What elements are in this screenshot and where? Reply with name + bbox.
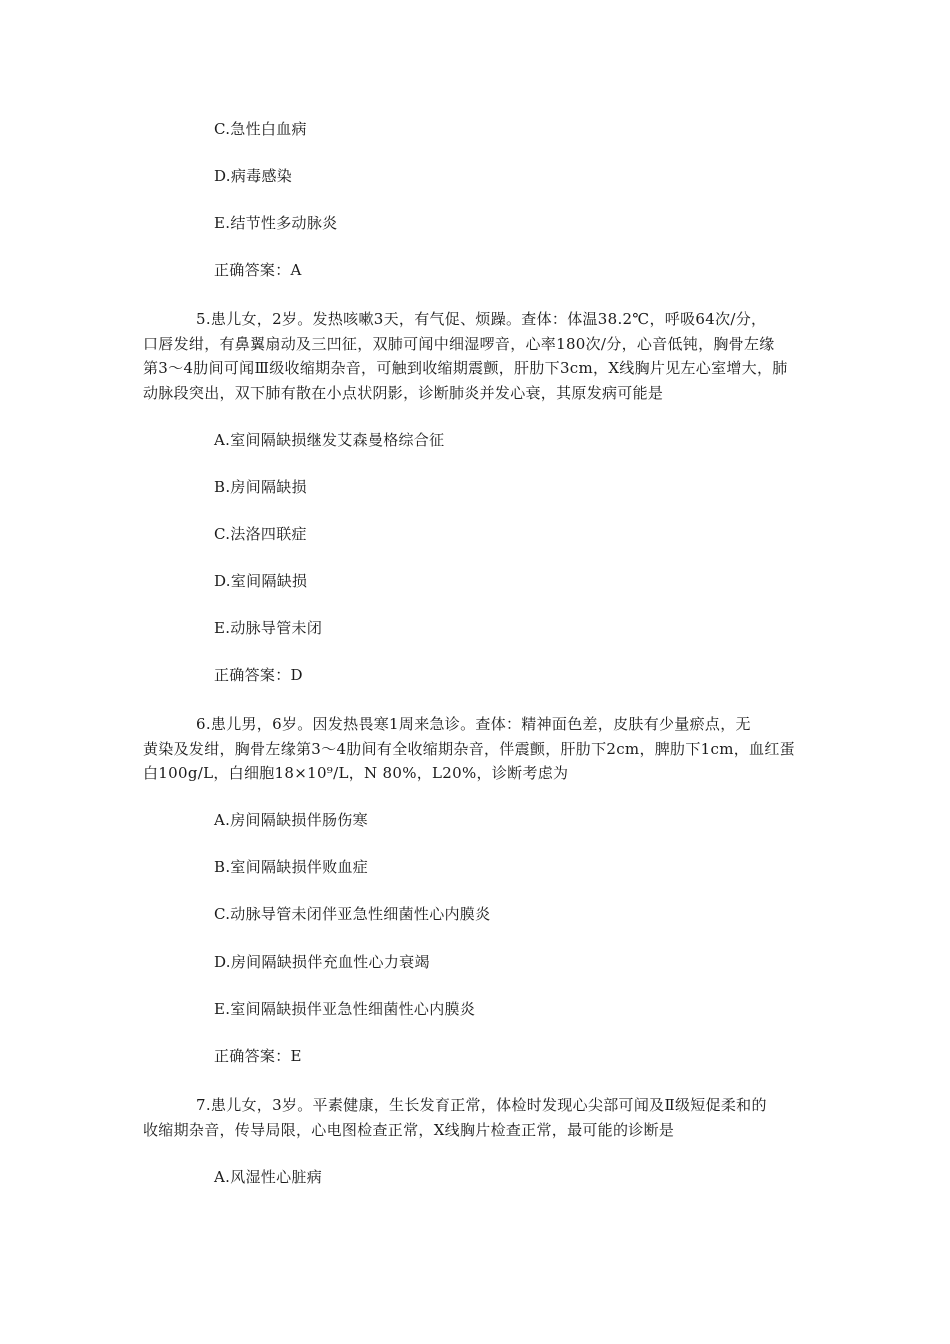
q6-option-d: D.房间隔缺损伴充血性心力衰竭 bbox=[214, 953, 430, 971]
q5-option-c: C.法洛四联症 bbox=[214, 525, 307, 543]
q6-stem-line-1: 6.患儿男，6岁。因发热畏寒1周来急诊。查体：精神面色差，皮肤有少量瘀点，无 bbox=[196, 715, 751, 733]
q5-stem-line-2: 口唇发绀，有鼻翼扇动及三凹征，双肺可闻中细湿啰音，心率180次/分，心音低钝，胸骨左缘 bbox=[143, 335, 775, 353]
q4-option-e: E.结节性多动脉炎 bbox=[214, 214, 338, 232]
q6-stem-line-3: 白100g/L，白细胞18×10⁹/L，N 80%，L20%，诊断考虑为 bbox=[143, 764, 569, 782]
q6-option-a: A.房间隔缺损伴肠伤寒 bbox=[214, 811, 368, 829]
q4-answer: 正确答案：A bbox=[214, 261, 302, 279]
q5-stem-line-1: 5.患儿女，2岁。发热咳嗽3天，有气促、烦躁。查体：体温38.2℃，呼吸64次/分， bbox=[196, 310, 767, 328]
q5-answer: 正确答案：D bbox=[214, 666, 303, 684]
q6-option-c: C.动脉导管未闭伴亚急性细菌性心内膜炎 bbox=[214, 905, 491, 923]
q5-option-d: D.室间隔缺损 bbox=[214, 572, 308, 590]
q5-option-a: A.室间隔缺损继发艾森曼格综合征 bbox=[214, 431, 445, 449]
q7-stem-line-1: 7.患儿女，3岁。平素健康，生长发育正常，体检时发现心尖部可闻及Ⅱ级短促柔和的 bbox=[196, 1096, 767, 1114]
q5-option-e: E.动脉导管未闭 bbox=[214, 619, 323, 637]
q6-answer: 正确答案：E bbox=[214, 1047, 302, 1065]
q6-stem-line-2: 黄染及发绀，胸骨左缘第3～4肋间有全收缩期杂音，伴震颤，肝肋下2cm，脾肋下1cm，血红蛋 bbox=[143, 740, 795, 758]
q4-option-d: D.病毒感染 bbox=[214, 167, 293, 185]
q6-option-e: E.室间隔缺损伴亚急性细菌性心内膜炎 bbox=[214, 1000, 476, 1018]
q7-option-a: A.风湿性心脏病 bbox=[214, 1168, 323, 1186]
q7-stem-line-2: 收缩期杂音，传导局限，心电图检查正常，X线胸片检查正常，最可能的诊断是 bbox=[143, 1121, 675, 1139]
q4-option-c: C.急性白血病 bbox=[214, 120, 307, 138]
q5-stem-line-4: 动脉段突出，双下肺有散在小点状阴影，诊断肺炎并发心衰，其原发病可能是 bbox=[143, 384, 664, 402]
q5-stem-line-3: 第3～4肋间可闻Ⅲ级收缩期杂音，可触到收缩期震颤，肝肋下3cm，X线胸片见左心室增大，肺 bbox=[143, 359, 788, 377]
q6-option-b: B.室间隔缺损伴败血症 bbox=[214, 858, 369, 876]
q5-option-b: B.房间隔缺损 bbox=[214, 478, 307, 496]
